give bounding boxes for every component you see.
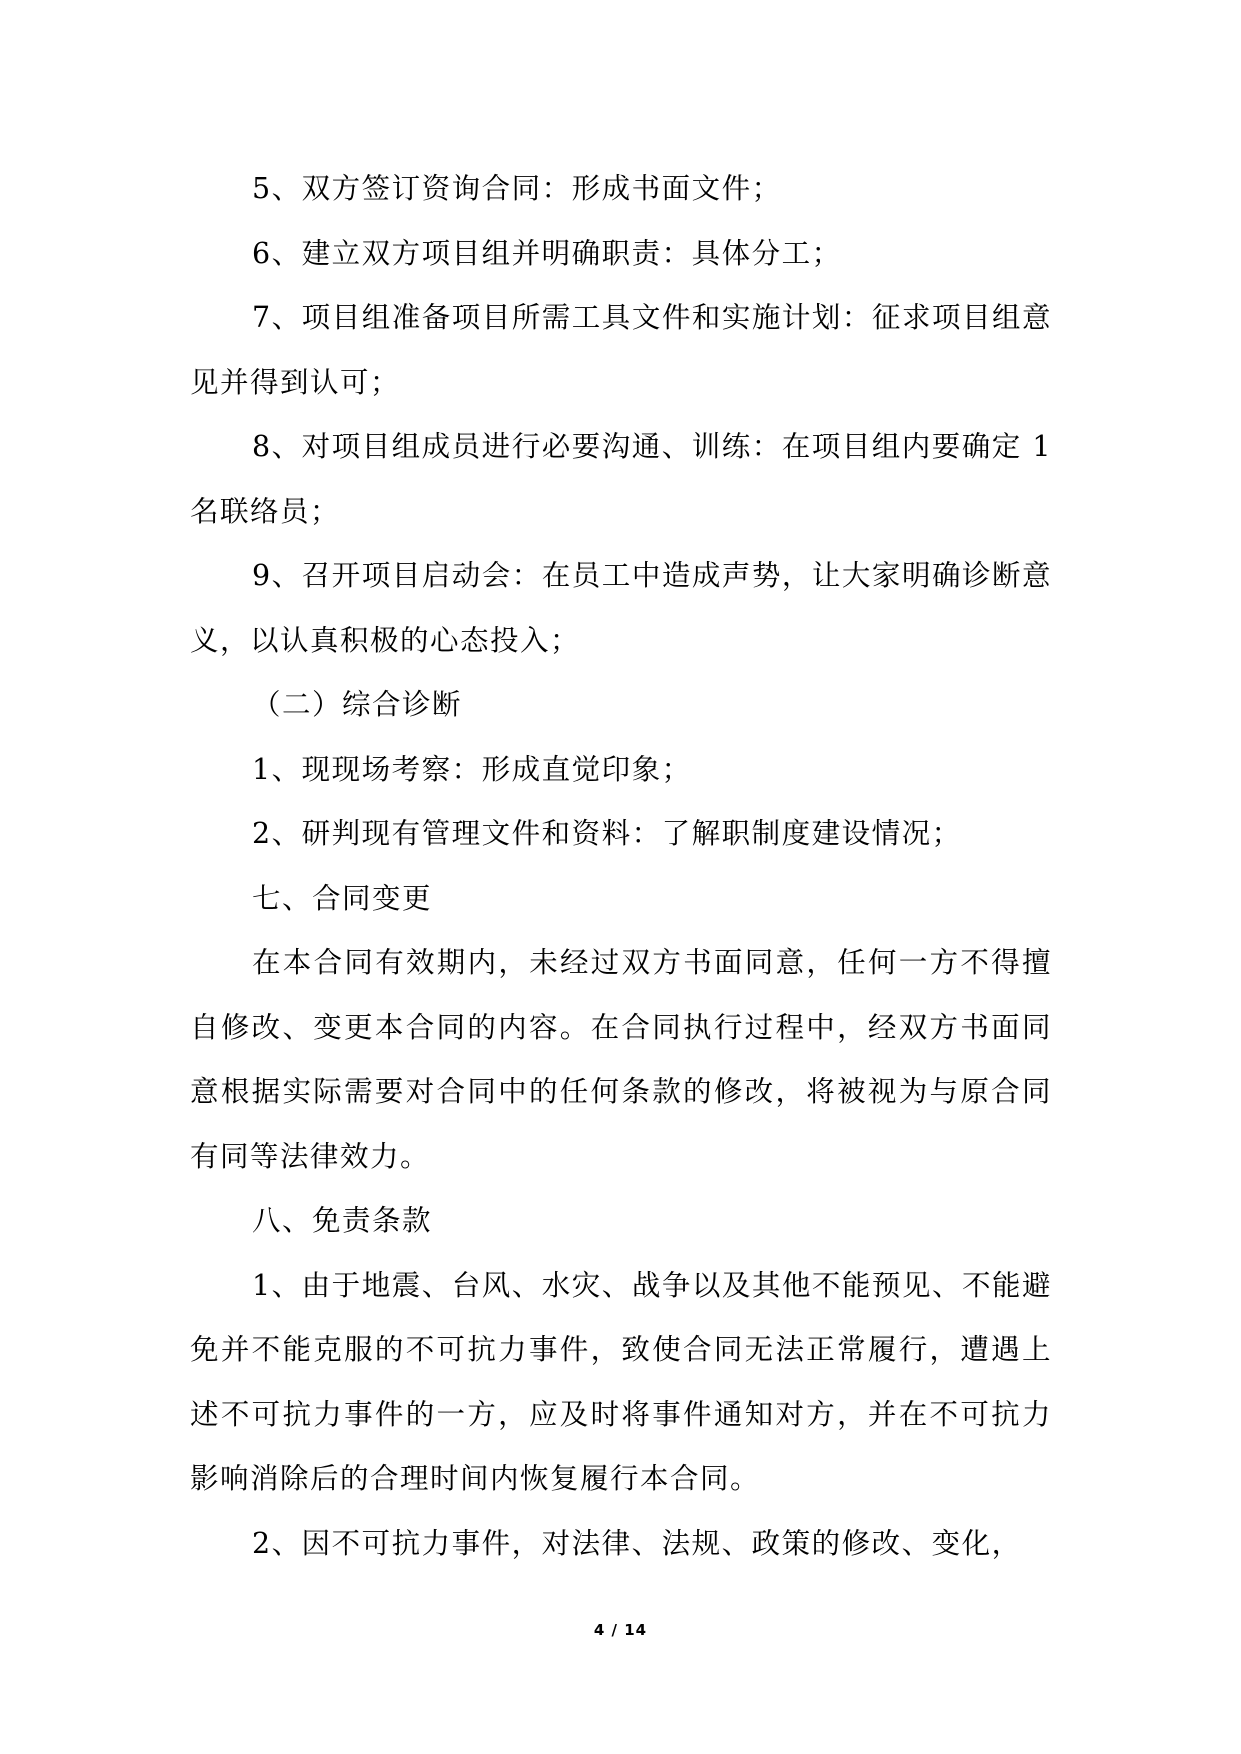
paragraph-item-8: 8、对项目组成员进行必要沟通、训练：在项目组内要确定 1 名联络员； bbox=[190, 430, 1052, 528]
paragraph-item-5: 5、双方签订资询合同：形成书面文件； bbox=[252, 172, 782, 205]
document-body bbox=[190, 157, 1052, 1576]
paragraph-disclaimer-2: 2、因不可抗力事件，对法律、法规、政策的修改、变化， bbox=[252, 1526, 1022, 1560]
paragraph-item-6: 6、建立双方项目组并明确职责：具体分工； bbox=[252, 236, 842, 270]
section-heading-contract-change: 七、合同变更 bbox=[252, 881, 433, 915]
page-number: 4 / 14 bbox=[593, 1621, 648, 1639]
section-heading-comprehensive-diagnosis: （二）综合诊断 bbox=[252, 688, 463, 721]
paragraph-diagnosis-2: 2、研判现有管理文件和资料：了解职制度建设情况； bbox=[252, 817, 962, 850]
section-heading-disclaimer: 八、免责条款 bbox=[252, 1204, 433, 1237]
paragraph-contract-change: 在本合同有效期内，未经过双方书面同意，任何一方不得擅自修改、变更本合同的内容。在合同执行过程中，经双方书面同意根据实际需要对合同中的任何条款的修改，将被视为与原合同有同等法律效力。 bbox=[190, 946, 1052, 1173]
paragraph-item-9: 9、召开项目启动会：在员工中造成声势，让大家明确诊断意义，以认真积极的心态投入； bbox=[190, 559, 1052, 657]
paragraph-item-7: 7、项目组准备项目所需工具文件和实施计划：征求项目组意见并得到认可； bbox=[190, 301, 1052, 399]
paragraph-diagnosis-1: 1、现现场考察：形成直觉印象； bbox=[252, 752, 692, 786]
paragraph-disclaimer-1: 1、由于地震、台风、水灾、战争以及其他不能预见、不能避免并不能克服的不可抗力事件，致使合同无法正常履行，遭遇上述不可抗力事件的一方，应及时将事件通知对方，并在不可抗力影响消除后的合理时间内恢复履行本合同。 bbox=[190, 1268, 1052, 1495]
